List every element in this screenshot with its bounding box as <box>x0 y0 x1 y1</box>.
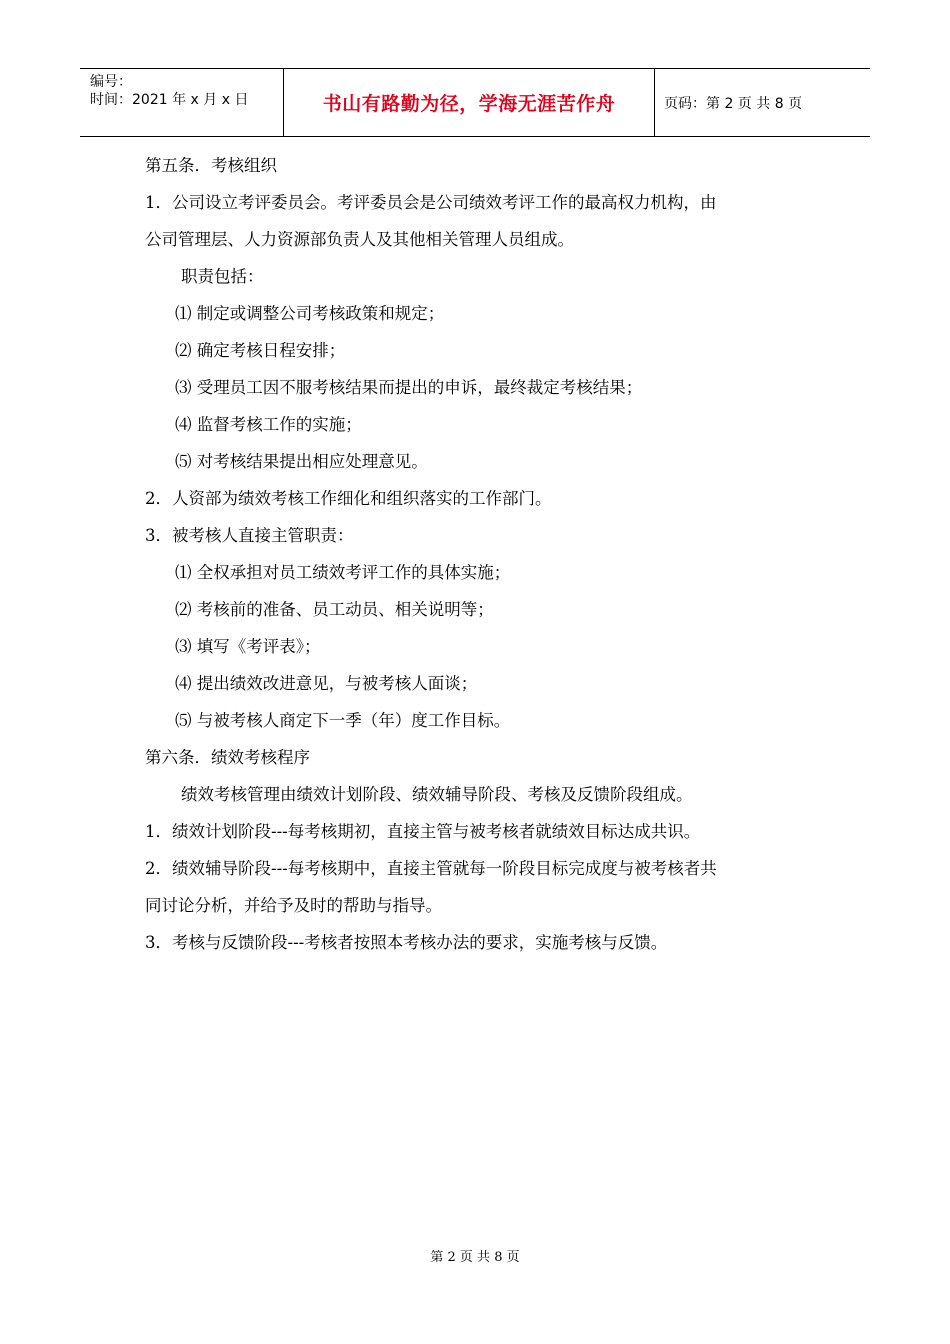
paragraph-line: 1．公司设立考评委员会。考评委员会是公司绩效考评工作的最高权力机构，由 <box>145 193 717 212</box>
list-item: ⑵ 确定考核日程安排； <box>175 341 346 360</box>
header-page-info: 页码：第 2 页 共 8 页 <box>664 95 803 112</box>
paragraph-line: 绩效考核管理由绩效计划阶段、绩效辅导阶段、考核及反馈阶段组成。 <box>181 785 693 804</box>
paragraph-line: 3．考核与反馈阶段---考核者按照本考核办法的要求，实施考核与反馈。 <box>145 933 668 952</box>
page-footer: 第 2 页 共 8 页 <box>430 1250 520 1265</box>
header-motto-cell <box>284 69 655 136</box>
header-motto: 书山有路勤为径，学海无涯苦作舟 <box>322 93 616 115</box>
document-date-label: 时间：2021 年 x 月 x 日 <box>90 92 249 108</box>
list-item: ⑷ 提出绩效改进意见，与被考核人面谈； <box>175 674 478 693</box>
paragraph-line: 公司管理层、人力资源部负责人及其他相关管理人员组成。 <box>145 230 574 249</box>
paragraph-line: 2．人资部为绩效考核工作细化和组织落实的工作部门。 <box>145 489 552 508</box>
document-header <box>80 68 870 137</box>
list-item: ⑶ 受理员工因不服考核结果而提出的申诉，最终裁定考核结果； <box>175 378 643 397</box>
section-heading: 第五条．考核组织 <box>145 156 277 175</box>
list-item: ⑵ 考核前的准备、员工动员、相关说明等； <box>175 600 494 619</box>
list-item: ⑴ 制定或调整公司考核政策和规定； <box>175 304 445 323</box>
paragraph-line: 同讨论分析，并给予及时的帮助与指导。 <box>145 896 442 915</box>
paragraph-line: 职责包括： <box>181 267 264 286</box>
list-item: ⑸ 对考核结果提出相应处理意见。 <box>175 452 428 471</box>
list-item: ⑷ 监督考核工作的实施； <box>175 415 362 434</box>
paragraph-line: 2．绩效辅导阶段---每考核期中，直接主管就每一阶段目标完成度与被考核者共 <box>145 859 717 878</box>
header-meta-cell <box>80 69 284 136</box>
list-item: ⑸ 与被考核人商定下一季（年）度工作目标。 <box>175 711 511 730</box>
document-code-label: 编号： <box>90 74 132 90</box>
paragraph-line: 3．被考核人直接主管职责： <box>145 526 354 545</box>
section-heading: 第六条．绩效考核程序 <box>145 748 310 767</box>
paragraph-line: 1．绩效计划阶段---每考核期初，直接主管与被考核者就绩效目标达成共识。 <box>145 822 701 841</box>
list-item: ⑶ 填写《考评表》； <box>175 637 321 656</box>
list-item: ⑴ 全权承担对员工绩效考评工作的具体实施； <box>175 563 511 582</box>
